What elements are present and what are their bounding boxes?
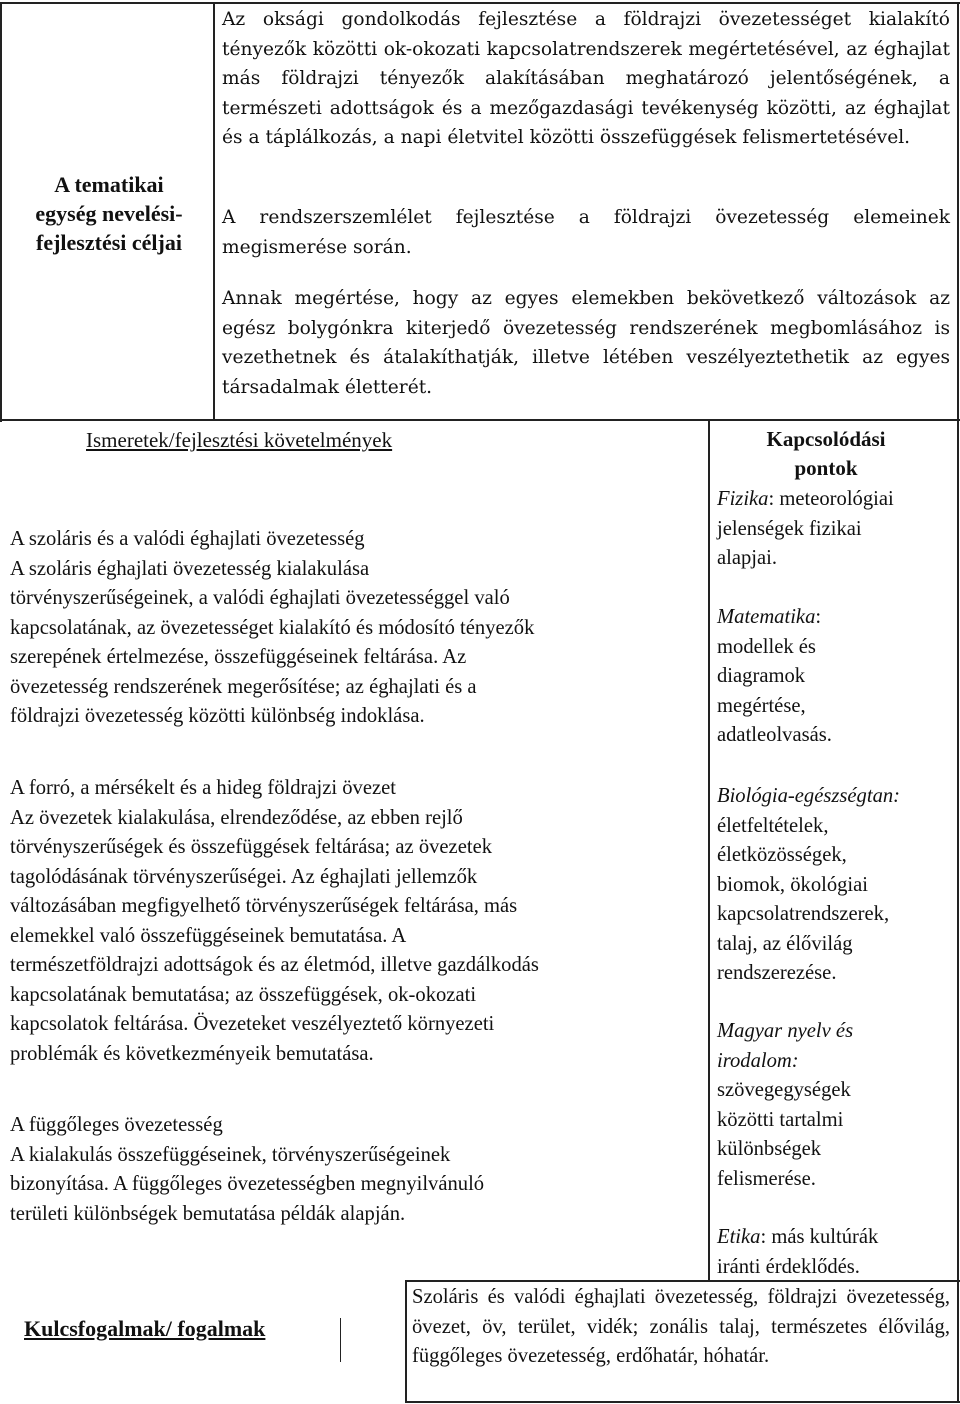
- label-column-divider: [213, 2, 215, 420]
- requirements-line: problémák és következményeik bemutatása.: [10, 1042, 374, 1065]
- requirements-line: földrajzi övezetesség közötti különbség indoklása.: [10, 705, 425, 727]
- key-concepts-text: Szoláris és valódi éghajlati övezetesség, földrajzi övezetesség, övezet, öv, terület, vidék; zonális talaj, természetes élővilág, függőleges övezetesség, erdőhatár, hóhatár.: [412, 1286, 950, 1367]
- key-concepts-label: Kulcsfogalmak/ fogalmak: [24, 1316, 266, 1341]
- connection-line: felismerése.: [717, 1167, 816, 1190]
- requirements-line: kapcsolatának bemutatása; az összefüggések, ok-okozati: [10, 983, 477, 1006]
- connection-line: irodalom:: [717, 1049, 799, 1072]
- connection-line: alapjai.: [717, 547, 778, 569]
- connection-line: diagramok: [717, 665, 806, 687]
- connections-header: [712, 425, 940, 483]
- goals-label-line: A tematikai: [54, 172, 164, 197]
- requirements-header: Ismeretek/fejlesztési követelmények: [86, 428, 393, 452]
- connection-subject: Etika: [717, 1226, 761, 1248]
- connection-line: Etika: más kultúrák: [717, 1226, 879, 1248]
- connection-line: Fizika: meteorológiai: [717, 488, 894, 510]
- connection-line: életközösségek,: [717, 844, 847, 866]
- requirements-line: természetföldrajzi adottságok és az életmód, illetve gazdálkodás: [10, 954, 539, 976]
- goals-label-line: fejlesztési céljai: [36, 230, 182, 255]
- connection-line: adatleolvasás.: [717, 724, 832, 746]
- key-label-right-tick: [340, 1318, 341, 1362]
- connections-header-line: pontok: [794, 456, 858, 480]
- requirements-line: elemekkel való összefüggéseinek bemutatása. A: [10, 924, 407, 947]
- connection-line: Biológia-egészségtan:: [717, 785, 901, 807]
- connection-line: jelenségek fizikai: [717, 517, 862, 540]
- requirements-line: változásában megfigyelhető törvényszerűségek feltárása, más: [10, 895, 518, 917]
- requirements-line: Az övezetek kialakulása, elrendeződése, az ebben rejlő: [10, 806, 463, 829]
- connection-line: kapcsolatrendszerek,: [717, 903, 890, 925]
- connection-line: Matematika:: [717, 606, 822, 628]
- connection-biology: [717, 782, 953, 989]
- connection-literature: [717, 1017, 953, 1194]
- connection-physics: [717, 485, 953, 574]
- connections-header-line: Kapcsolódási: [766, 427, 886, 451]
- requirements-line: A szoláris és a valódi éghajlati övezetesség: [10, 528, 365, 550]
- key-column-divider: [405, 1280, 407, 1402]
- requirements-line: övezetesség rendszerének megerősítése; az éghajlati és a: [10, 675, 477, 698]
- connection-line: szövegegységek: [717, 1079, 851, 1101]
- table-border-right: [957, 2, 959, 1402]
- connection-line: életfeltételek,: [717, 814, 829, 837]
- table-border-bottom: [405, 1401, 960, 1403]
- connection-mathematics: [717, 603, 953, 751]
- goals-label: [6, 170, 212, 257]
- table-border-left-top: [0, 2, 2, 422]
- connection-ethics: [717, 1223, 953, 1282]
- connection-subject: Fizika: [717, 488, 769, 510]
- requirements-line: kapcsolatok feltárása. Övezeteket veszélyeztető környezeti: [10, 1013, 495, 1035]
- requirements-line: A forró, a mérsékelt és a hideg földrajzi övezet: [10, 777, 396, 799]
- requirements-line: törvényszerűségek és összefüggések feltárása; az övezetek: [10, 836, 493, 858]
- table-border-top: [0, 2, 960, 4]
- requirements-line: területi különbségek bemutatása példák alapján.: [10, 1202, 406, 1225]
- goal-paragraph-system: A rendszerszemlélet fejlesztése a földrajzi övezetesség elemeinek megismerése során.: [222, 207, 950, 258]
- requirements-line: A szoláris éghajlati övezetesség kialakulása: [10, 557, 370, 580]
- requirements-block-solar: [10, 525, 700, 732]
- requirements-line: tagolódásának törvényszerűségei. Az éghajlati jellemzők: [10, 865, 478, 888]
- requirements-line: bizonyítása. A függőleges övezetességben megnyilvánuló: [10, 1173, 485, 1195]
- requirements-line: törvényszerűségeinek, a valódi éghajlati övezetességgel való: [10, 587, 510, 609]
- connection-line: modellek és: [717, 635, 816, 658]
- requirements-block-vertical: [10, 1111, 700, 1229]
- requirements-block-zones: [10, 774, 700, 1069]
- connection-line: rendszerezése.: [717, 962, 837, 984]
- goals-label-line: egység nevelési-: [35, 201, 183, 226]
- goal-paragraph-causal: Az oksági gondolkodás fejlesztése a földrajzi övezetességet kialakító tényezők közötti ok-okozati kapcsolatrendszerek megértetésével, az éghajlat más földrajzi tényezők alakításában meghatározó jelentőségének, a természeti adottságok és a mezőgazdasági tevékenység közötti, az éghajlat és a táplálkozás, a napi életvitel közötti összefüggések felismertetésével.: [222, 9, 950, 148]
- goal-paragraph-understanding: Annak megértése, hogy az egyes elemekben bekövetkező változások az egész bolygónkra kiterjedő övezetesség rendszerének megbomlásához is vezethetnek és átalakíthatják, illetve létében veszélyeztethetik az egyes társadalmak életterét.: [222, 288, 950, 398]
- connection-line: biomok, ökológiai: [717, 873, 869, 896]
- goals-bottom-divider: [0, 419, 960, 421]
- connections-column-divider: [708, 419, 710, 1281]
- connection-line: Magyar nyelv és: [717, 1020, 854, 1042]
- connection-line: közötti tartalmi: [717, 1108, 844, 1131]
- requirements-line: A kialakulás összefüggéseinek, törvényszerűségeinek: [10, 1143, 451, 1166]
- connection-line: talaj, az élővilág: [717, 932, 853, 955]
- connection-line: megértése,: [717, 694, 806, 717]
- requirements-line: kapcsolatának, az övezetességet kialakító és módosító tényezők: [10, 616, 535, 639]
- connection-line: iránti érdeklődés.: [717, 1255, 860, 1278]
- connection-subject: Matematika: [717, 606, 816, 628]
- requirements-line: A függőleges övezetesség: [10, 1114, 223, 1136]
- requirements-line: szerepének értelmezése, összefüggéseinek feltárása. Az: [10, 646, 467, 668]
- connection-line: különbségek: [717, 1138, 822, 1160]
